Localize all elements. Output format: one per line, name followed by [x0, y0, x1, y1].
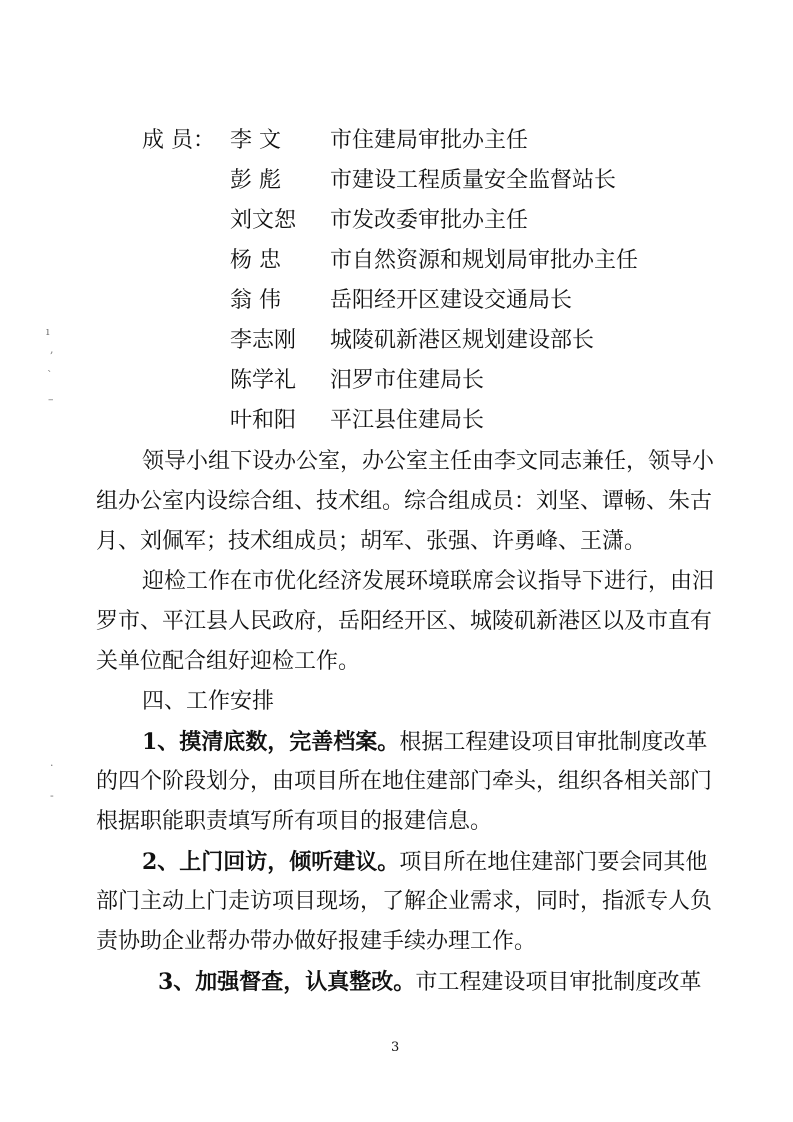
scan-mark: ·	[50, 759, 54, 772]
paragraph-line: 部门主动上门走访项目现场，了解企业需求，同时，指派专人负	[96, 889, 713, 914]
member-title: 市发改委审批办主任	[330, 208, 529, 233]
member-name: 李 文	[230, 128, 281, 153]
item-heading: 1、摸清底数，完善档案。	[142, 729, 400, 755]
member-name: 陈学礼	[230, 368, 297, 393]
scan-mark: -	[50, 789, 54, 802]
member-title: 汨罗市住建局长	[330, 368, 485, 393]
member-title: 市住建局审批办主任	[330, 128, 529, 153]
item-heading: 3、加强督查，认真整改。	[158, 969, 416, 995]
scan-mark: ˋ	[47, 369, 53, 382]
scan-mark: ı	[46, 325, 50, 338]
paragraph-line: 的四个阶段划分，由项目所在地住建部门牵头，组织各相关部门	[96, 769, 713, 794]
member-name: 李志刚	[230, 328, 297, 353]
item-heading: 2、上门回访，倾听建议。	[142, 849, 400, 875]
member-name: 刘文恕	[230, 208, 297, 233]
member-name: 翁 伟	[230, 288, 281, 313]
item-first-line	[142, 849, 707, 876]
page-number: 3	[391, 1040, 400, 1055]
member-title: 岳阳经开区建设交通局长	[330, 288, 573, 313]
paragraph-line: 责协助企业帮办带办做好报建手续办理工作。	[96, 929, 537, 954]
member-title: 平江县住建局长	[330, 408, 485, 433]
paragraph-line: 根据职能职责填写所有项目的报建信息。	[96, 809, 493, 834]
member-title: 市自然资源和规划局审批办主任	[330, 248, 639, 273]
section-heading: 四、工作安排	[142, 689, 275, 714]
members-label: 成 员：	[142, 128, 215, 153]
paragraph-line: 月、刘佩军；技术组成员；胡军、张强、许勇峰、王潇。	[96, 529, 647, 554]
item-first-line	[142, 729, 707, 756]
paragraph-line: 组办公室内设综合组、技术组。综合组成员：刘坚、谭畅、朱古	[96, 489, 713, 514]
member-name: 彭 彪	[230, 168, 281, 193]
scan-mark: ,	[50, 343, 54, 356]
item-text: 市工程建设项目审批制度改革	[415, 970, 702, 995]
item-first-line	[158, 969, 701, 996]
scan-mark: –	[48, 393, 54, 406]
member-title: 市建设工程质量安全监督站长	[330, 168, 617, 193]
paragraph-line: 领导小组下设办公室，办公室主任由李文同志兼任，领导小	[142, 449, 715, 474]
member-name: 叶和阳	[230, 408, 297, 433]
paragraph-line: 关单位配合组好迎检工作。	[96, 649, 361, 674]
item-text: 项目所在地住建部门要会同其他	[399, 850, 708, 875]
paragraph-line: 迎检工作在市优化经济发展环境联席会议指导下进行，由汨	[142, 569, 715, 594]
item-text: 根据工程建设项目审批制度改革	[399, 730, 708, 755]
member-name: 杨 忠	[230, 248, 281, 273]
member-title: 城陵矶新港区规划建设部长	[330, 328, 595, 353]
paragraph-line: 罗市、平江县人民政府，岳阳经开区、城陵矶新港区以及市直有	[96, 609, 713, 634]
